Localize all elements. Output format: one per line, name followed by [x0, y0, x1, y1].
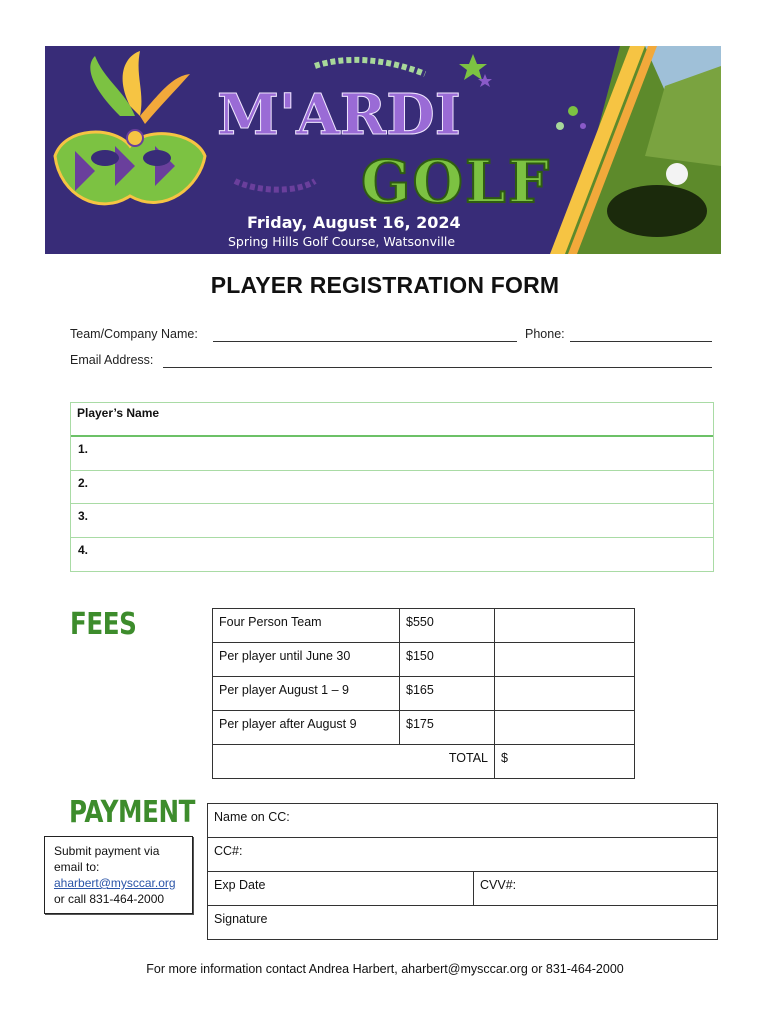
form-title: PLAYER REGISTRATION FORM — [210, 272, 560, 298]
fee-quantity-cell[interactable] — [495, 677, 635, 711]
player-row[interactable]: 1. — [71, 437, 713, 471]
cvv-field[interactable]: CVV#: — [474, 872, 718, 906]
submit-text-line: email to: — [54, 860, 100, 874]
event-banner — [45, 46, 721, 254]
team-name-label: Team/Company Name: — [70, 327, 198, 341]
fee-price: $550 — [400, 609, 495, 643]
submit-email-link[interactable]: aharbert@mysccar.org — [54, 876, 176, 890]
fee-quantity-cell[interactable] — [495, 643, 635, 677]
fees-heading: FEES — [70, 607, 137, 642]
footer-contact: For more information contact Andrea Harbert, aharbert@mysccar.org or 831-464-2000 — [146, 962, 624, 976]
name-on-cc-field[interactable]: Name on CC: — [208, 804, 718, 838]
fees-table — [212, 608, 635, 779]
player-row[interactable]: 2. — [71, 471, 713, 505]
signature-field[interactable]: Signature — [208, 906, 718, 940]
cc-number-field[interactable]: CC#: — [208, 838, 718, 872]
exp-date-field[interactable]: Exp Date — [208, 872, 474, 906]
email-field[interactable] — [163, 367, 712, 368]
fee-label: Per player August 1 – 9 — [213, 677, 400, 711]
fee-label: Per player until June 30 — [213, 643, 400, 677]
fee-row — [213, 677, 635, 711]
submit-text-line: Submit payment via — [54, 844, 160, 858]
banner-location: Spring Hills Golf Course, Watsonville — [228, 234, 456, 249]
total-value-field[interactable]: $ — [495, 745, 635, 779]
banner-graphic — [45, 46, 721, 254]
phone-label: Phone: — [525, 327, 565, 341]
fee-row — [213, 643, 635, 677]
fee-price: $165 — [400, 677, 495, 711]
fee-label: Per player after August 9 — [213, 711, 400, 745]
fee-quantity-cell[interactable] — [495, 609, 635, 643]
fee-price: $150 — [400, 643, 495, 677]
players-table — [70, 402, 714, 572]
total-label: TOTAL — [213, 745, 495, 779]
fee-label: Four Person Team — [213, 609, 400, 643]
email-label: Email Address: — [70, 353, 154, 367]
fee-price: $175 — [400, 711, 495, 745]
payment-heading: PAYMENT — [69, 795, 196, 830]
payment-table — [207, 803, 718, 940]
player-row[interactable]: 3. — [71, 504, 713, 538]
players-header: Player’s Name — [71, 403, 713, 437]
submit-text-line: or call 831-464-2000 — [54, 892, 165, 906]
banner-date: Friday, August 16, 2024 — [247, 213, 461, 232]
phone-field[interactable] — [570, 341, 712, 342]
team-name-field[interactable] — [213, 341, 517, 342]
banner-title-word1: M'ARDI — [217, 82, 461, 148]
submit-payment-note — [44, 836, 193, 914]
player-row[interactable]: 4. — [78, 542, 89, 557]
fee-row — [213, 609, 635, 643]
fee-row — [213, 711, 635, 745]
banner-title-word2: GOLF — [361, 148, 552, 216]
fee-quantity-cell[interactable] — [495, 711, 635, 745]
fee-total-row — [213, 745, 635, 779]
